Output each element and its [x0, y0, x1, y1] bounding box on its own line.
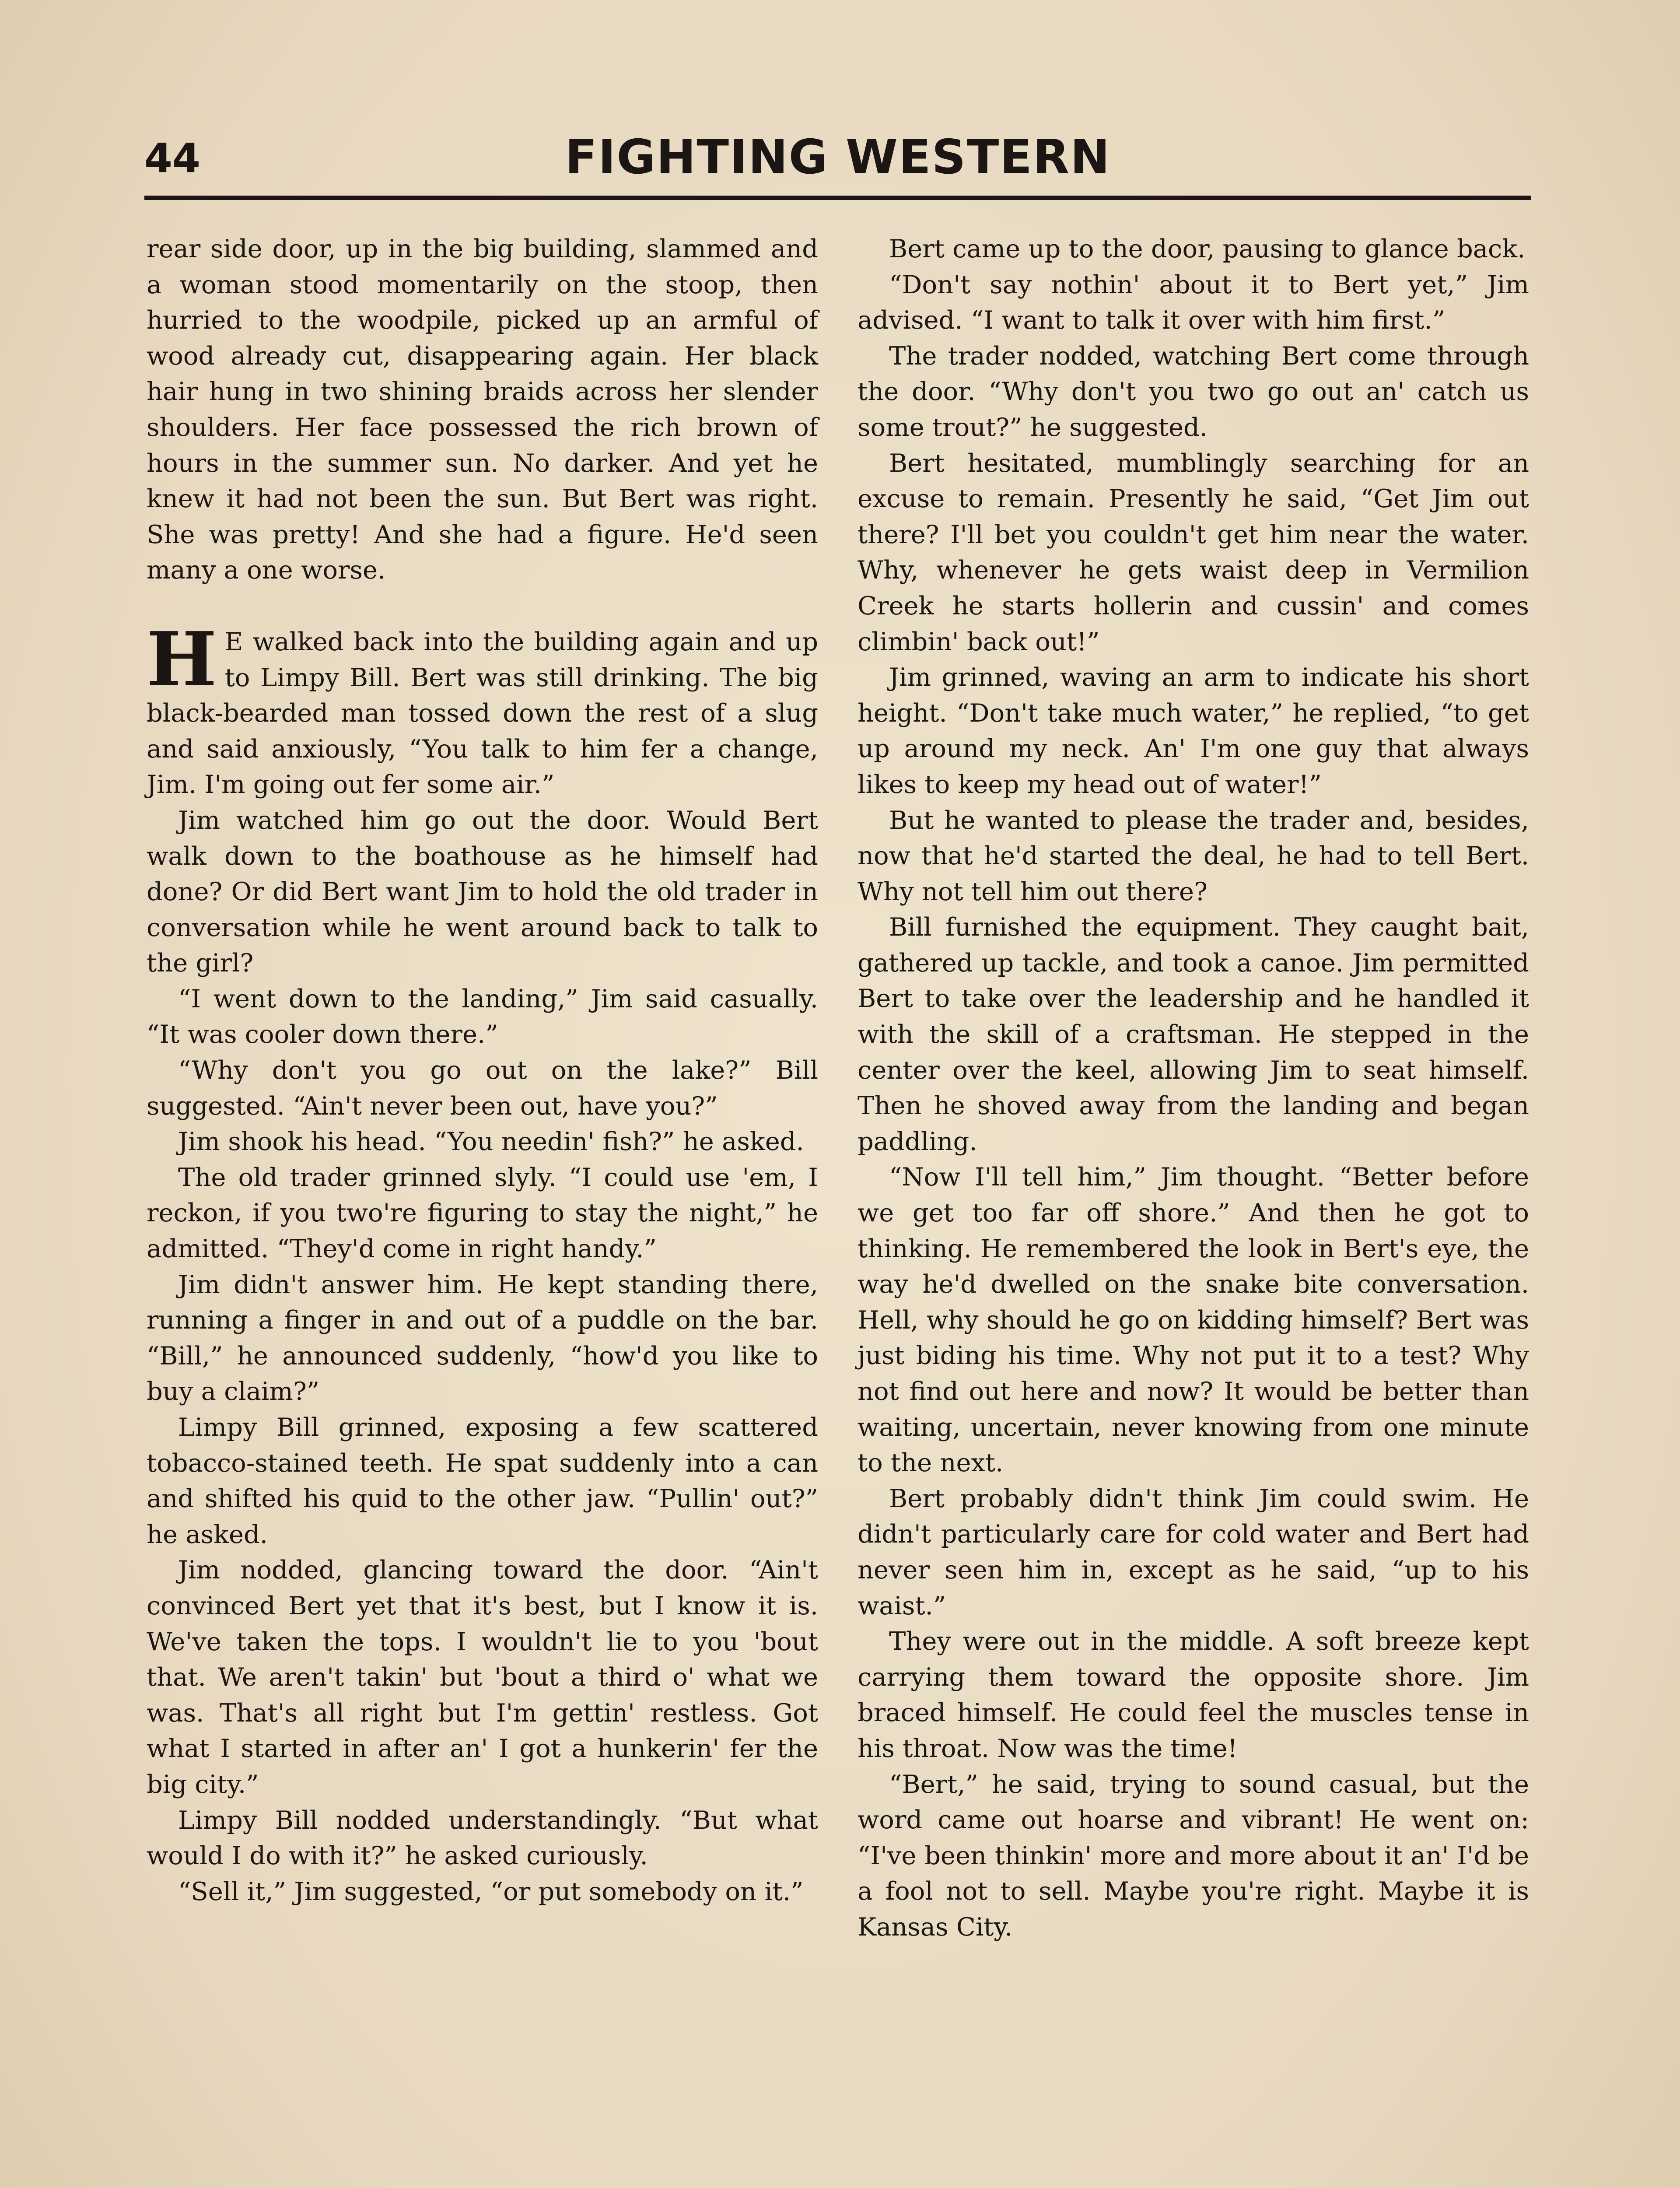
page-number: 44 [144, 135, 201, 182]
header-rule [144, 196, 1531, 200]
paragraph: Jim shook his head. “You needin' fish?” he asked. [178, 1127, 804, 1157]
section-opening-text: E walked back into the building again and up to Limpy Bill. Bert was still drinking. The big black-bearded man tossed down the rest of a slug and said anxiously, “You talk to him fer a change, Jim. I'm going out fer some air.” [147, 627, 818, 799]
paragraph: Jim watched him go out the door. Would Bert walk down to the boathouse as he himself had done? Or did Bert want Jim to hold the old trader in conversation while he went around back to talk to the girl? [147, 805, 818, 978]
paragraph: Bert hesitated, mumblingly searching for an excuse to remain. Presently he said, “Get Jim out there? I'll bet you couldn't get him near the water. Why, whenever he gets waist deep in Vermilion Creek he starts hollerin and cussin' and comes climbin' back out!” [858, 448, 1529, 656]
paragraph: The old trader grinned slyly. “I could use 'em, I reckon, if you two're figuring to stay the night,” he admitted. “They'd come in right handy.” [147, 1162, 818, 1264]
paragraph: Limpy Bill grinned, exposing a few scattered tobacco-stained teeth. He spat suddenly into a can and shifted his quid to the other jaw. “Pullin' out?” he asked. [147, 1413, 818, 1549]
paragraph: They were out in the middle. A soft breeze kept carrying them toward the opposite shore. Jim braced himself. He could feel the muscles tense in his throat. Now was the time! [858, 1627, 1529, 1763]
paragraph: “Don't say nothin' about it to Bert yet,” Jim advised. “I want to talk it over with him first.” [858, 270, 1529, 335]
paragraph: Jim nodded, glancing toward the door. “Ain't convinced Bert yet that it's best, but I know it is. We've taken the tops. I wouldn't lie to you 'bout that. We aren't takin' but 'bout a third o' what we was. That's all right but I'm gettin' restless. Got what I started in after an' I got a hunkerin' fer the big city.” [147, 1555, 818, 1799]
paragraph: Bert probably didn't think Jim could swim. He didn't particularly care for cold water and Bert had never seen him in, except as he said, “up to his waist.” [858, 1483, 1529, 1620]
paragraph: “Why don't you go out on the lake?” Bill suggested. “Ain't never been out, have you?” [147, 1055, 818, 1121]
paragraph: “Now I'll tell him,” Jim thought. “Better before we get too far off shore.” And then he got to thinking. He remembered the look in Bert's eye, the way he'd dwelled on the snake bite conversation. Hell, why should he go on kidding himself? Bert was just biding his time. Why not put it to a test? Why not find out here and now? It would be better than waiting, uncertain, never knowing from one minute to the next. [858, 1162, 1529, 1478]
paragraph: But he wanted to please the trader and, besides, now that he'd started the deal, he had to tell Bert. Why not tell him out there? [858, 805, 1529, 906]
magazine-title: FIGHTING WESTERN [565, 130, 1111, 185]
paragraph: rear side door, up in the big building, slammed and a woman stood momentarily on the stoop, then hurried to the woodpile, picked up an armful of wood already cut, disappearing again. Her black hair hung in two shining braids across her slender shoulders. Her face possessed the rich brown of hours in the summer sun. No darker. And yet he knew it had not been the sun. But Bert was right. She was pretty! And she had a figure. He'd seen many a one worse. [147, 234, 818, 585]
paragraph: Bill furnished the equipment. They caught bait, gathered up tackle, and took a canoe. Jim permitted Bert to take over the leadership and he handled it with the skill of a craftsman. He stepped in the center over the keel, allowing Jim to seat himself. Then he shoved away from the landing and began paddling. [858, 912, 1529, 1156]
drop-cap: H [147, 615, 217, 703]
paragraph: Bert came up to the door, pausing to glance back. [889, 234, 1526, 263]
paragraph: The trader nodded, watching Bert come through the door. “Why don't you two go out an' catch us some trout?” he suggested. [858, 341, 1529, 442]
left-column [147, 231, 818, 1909]
paragraph: “Sell it,” Jim suggested, “or put somebody on it.” [178, 1876, 804, 1906]
right-column [858, 231, 1529, 1945]
paragraph: “Bert,” he said, trying to sound casual, but the word came out hoarse and vibrant! He went on: “I've been thinkin' more and more about it an' I'd be a fool not to sell. Maybe you're right. Maybe it is Kansas City. [858, 1769, 1529, 1942]
paragraph: Limpy Bill nodded understandingly. “But what would I do with it?” he asked curiously. [147, 1805, 818, 1871]
paragraph: “I went down to the landing,” Jim said casually. “It was cooler down there.” [147, 984, 818, 1049]
paragraph: Jim didn't answer him. He kept standing there, running a finger in and out of a puddle on the bar. “Bill,” he announced suddenly, “how'd you like to buy a claim?” [147, 1269, 818, 1406]
paragraph: Jim grinned, waving an arm to indicate his short height. “Don't take much water,” he replied, “to get up around my neck. An' I'm one guy that always likes to keep my head out of water!” [858, 663, 1529, 799]
section-opening-paragraph [147, 615, 818, 803]
page-header [144, 129, 1531, 195]
